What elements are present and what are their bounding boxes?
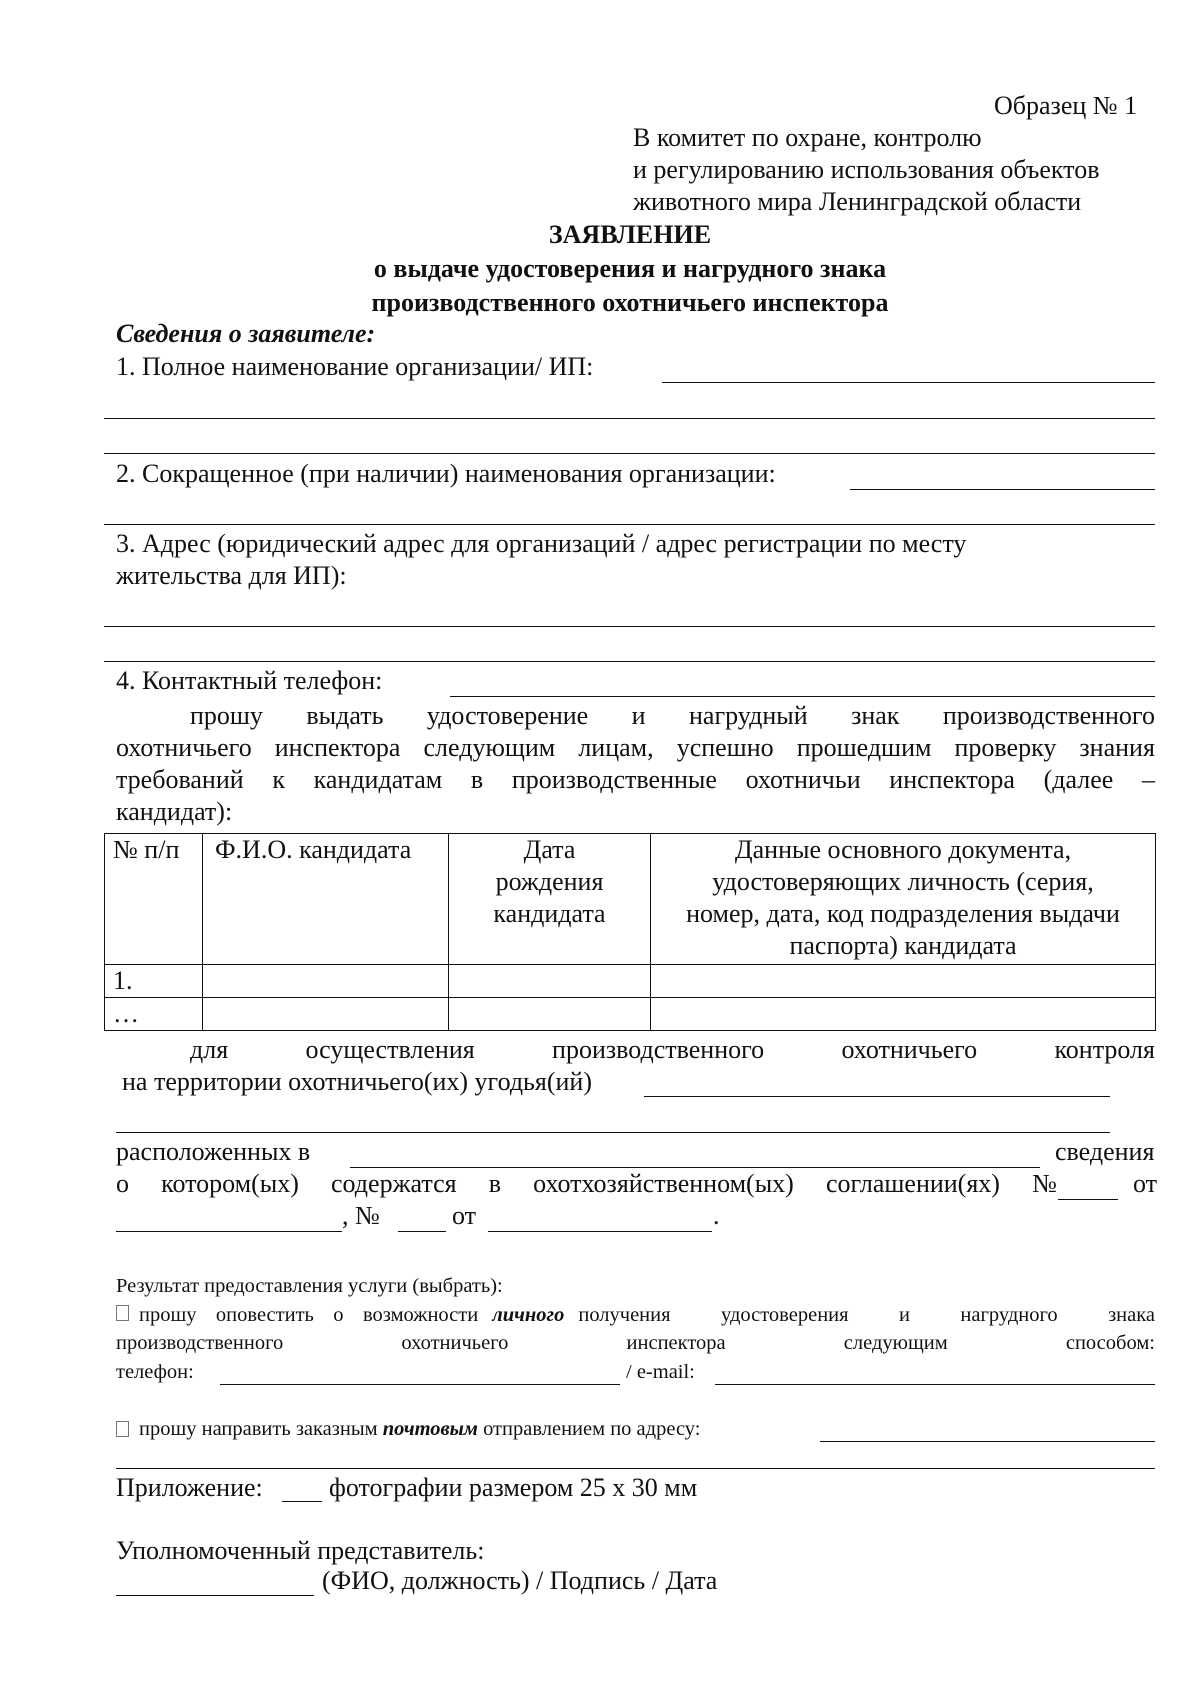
header-full-name: Ф.И.О. кандидата (203, 834, 449, 965)
option-1-emphasis: личного (492, 1304, 565, 1326)
comma-number: , № (342, 1201, 380, 1230)
table-cell: 1. (105, 965, 203, 998)
table-cell[interactable] (449, 965, 651, 998)
email-label: / e-mail: (626, 1361, 695, 1383)
option-2-checkbox[interactable] (116, 1421, 129, 1437)
hunting-grounds-input-line[interactable] (644, 1096, 1110, 1097)
field-1-input-line-2[interactable] (104, 418, 1155, 419)
word: производственные (511, 765, 717, 794)
word: осуществления (305, 1035, 475, 1064)
word: успешно (676, 733, 774, 762)
word: охотничьего (841, 1035, 978, 1064)
word: котором(ых) (161, 1169, 299, 1198)
attachment-label: Приложение: (116, 1473, 263, 1502)
word: охотхозяйственном(ых) (533, 1169, 794, 1198)
table-header-row (105, 834, 1156, 965)
word: проверку (954, 733, 1057, 762)
table-cell[interactable] (651, 998, 1156, 1031)
header-number: № п/п (105, 834, 203, 965)
document-title: ЗАЯВЛЕНИЕ (548, 220, 712, 249)
sample-number: Образец № 1 (994, 91, 1138, 120)
word: знак (851, 701, 900, 730)
postal-address-input-line-2[interactable] (116, 1468, 1155, 1469)
word: о (116, 1169, 129, 1198)
from-word-2: от (452, 1201, 477, 1230)
header-identity-document: Данные основного документа, удостоверяющих личность (серия, номер, дата, код подразделения выдачи паспорта) кандидата (651, 834, 1156, 965)
signature-text: (ФИО, должность) / Подпись / Дата (322, 1566, 718, 1595)
postal-address-input-line[interactable] (820, 1441, 1155, 1442)
request-line-3 (116, 767, 1155, 793)
addressee-line-1: В комитет по охране, контролю (633, 123, 982, 152)
photo-count-input-line[interactable] (282, 1501, 322, 1502)
word: удостоверение (426, 701, 589, 730)
signature-label: Уполномоченный представитель: (116, 1536, 485, 1565)
request-line-4: кандидат): (116, 797, 233, 826)
addressee-line-3: животного мира Ленинградской области (633, 187, 1082, 216)
word: следующим (843, 1332, 948, 1354)
agreement-date-2-input-line[interactable] (488, 1231, 712, 1232)
result-option-2 (116, 1419, 700, 1440)
word: прошедшим (796, 733, 932, 762)
field-3-input-line-2[interactable] (104, 661, 1155, 662)
agreement-number-2-input-line[interactable] (398, 1231, 446, 1232)
field-4-label: 4. Контактный телефон: (116, 666, 383, 695)
agreement-date-input-line[interactable] (116, 1231, 342, 1232)
field-4-input-line[interactable] (450, 696, 1155, 697)
option-1-checkbox[interactable] (116, 1305, 129, 1321)
word: лицам, (578, 733, 654, 762)
word: инспектора (889, 765, 1015, 794)
option-1-prefix: прошу оповестить о возможности (139, 1304, 479, 1326)
word: способом: (1065, 1332, 1155, 1354)
word: (далее (1043, 765, 1114, 794)
field-2-input-line-2[interactable] (104, 524, 1155, 525)
result-option-1-line-2 (116, 1333, 1155, 1354)
territory-line-1 (190, 1037, 1155, 1063)
word: производственного (552, 1035, 765, 1064)
field-1-label: 1. Полное наименование организации/ ИП: (116, 352, 594, 381)
word: знания (1079, 733, 1155, 762)
territory-line-2: на территории охотничьего(их) угодья(ий) (122, 1067, 593, 1096)
agreement-number-input-line[interactable] (1058, 1199, 1118, 1200)
option-1-suffix: получения удостоверения и нагрудного знака (578, 1304, 1155, 1326)
word: № (1032, 1169, 1057, 1198)
table-row (105, 965, 1156, 998)
location-input-line[interactable] (350, 1167, 1040, 1168)
word: к (272, 765, 285, 794)
field-1-input-line[interactable] (662, 382, 1155, 383)
field-3-label-line-1: 3. Адрес (юридический адрес для организаций / адрес регистрации по месту (116, 529, 967, 558)
document-subtitle-line-2: производственного охотничьего инспектора (371, 288, 889, 317)
word: охотничьего (116, 733, 252, 762)
table-cell[interactable] (651, 965, 1156, 998)
field-3-label-line-2: жительства для ИП): (116, 561, 347, 590)
located-in-label: расположенных в (116, 1137, 311, 1166)
word: инспектора (626, 1332, 726, 1354)
territory-line-4 (116, 1171, 1057, 1197)
field-3-input-line[interactable] (104, 626, 1155, 627)
table-cell[interactable] (203, 965, 449, 998)
word: выдать (306, 701, 384, 730)
word: прошу (190, 701, 263, 730)
table-row (105, 998, 1156, 1031)
info-word: сведения (1055, 1137, 1155, 1166)
option-2-emphasis: почтовым (382, 1418, 478, 1440)
word: соглашении(ях) (825, 1169, 1000, 1198)
phone-label: телефон: (116, 1361, 194, 1383)
field-2-label: 2. Сокращенное (при наличии) наименования организации: (116, 459, 776, 488)
addressee-line-2: и регулированию использования объектов (633, 155, 1100, 184)
document-subtitle-line-1: о выдаче удостоверения и нагрудного знака (373, 254, 887, 283)
header-birth-date: Дата рождения кандидата (449, 834, 651, 965)
word: в (470, 765, 484, 794)
table-cell: … (105, 998, 203, 1031)
word: нагрудный (688, 701, 808, 730)
request-line-1 (190, 703, 1155, 729)
word: охотничьего (401, 1332, 509, 1354)
result-option-1-line-1 (116, 1305, 1155, 1326)
word: производственного (942, 701, 1155, 730)
word: требований (116, 765, 244, 794)
word: кандидатам (313, 765, 443, 794)
option-2-prefix: прошу направить заказным (139, 1418, 378, 1440)
word: и (631, 701, 646, 730)
word: контроля (1054, 1035, 1155, 1064)
word: производственного (116, 1332, 284, 1354)
signature-input-line[interactable] (116, 1595, 314, 1596)
hunting-grounds-input-line-2[interactable] (116, 1132, 1110, 1133)
phone-input-line[interactable] (220, 1384, 620, 1385)
word: охотничьи (745, 765, 861, 794)
attachment-text: фотографии размером 25 х 30 мм (329, 1473, 698, 1502)
table-cell[interactable] (449, 998, 651, 1031)
email-input-line[interactable] (715, 1384, 1155, 1385)
word: инспектора (274, 733, 401, 762)
field-2-input-line[interactable] (850, 489, 1155, 490)
word: в (488, 1169, 502, 1198)
word: содержатся (331, 1169, 457, 1198)
field-1-input-line-3[interactable] (104, 453, 1155, 454)
table-cell[interactable] (203, 998, 449, 1031)
from-word: от (1133, 1169, 1158, 1198)
period: . (713, 1201, 720, 1230)
word: – (1142, 765, 1155, 794)
candidates-table (104, 833, 1156, 1031)
word: для (190, 1035, 229, 1064)
result-heading: Результат предоставления услуги (выбрать): (116, 1275, 503, 1297)
word: следующим (423, 733, 556, 762)
option-2-suffix: отправлением по адресу: (483, 1418, 701, 1440)
applicant-heading: Сведения о заявителе: (116, 319, 376, 348)
request-line-2 (116, 735, 1155, 761)
